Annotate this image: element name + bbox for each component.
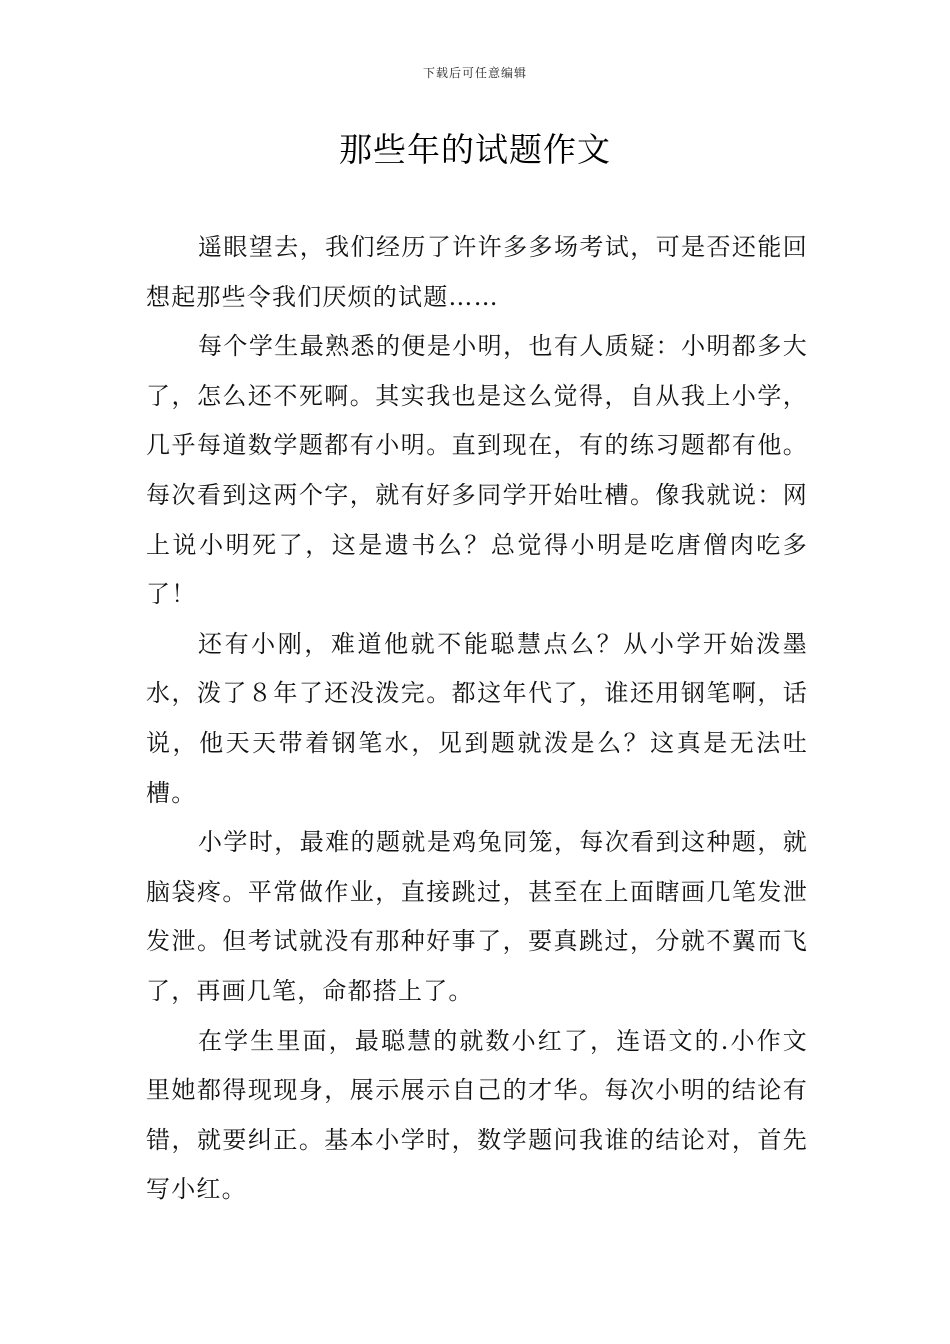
paragraph: 在学生里面，最聪慧的就数小红了，连语文的.小作文里她都得现现身，展示展示自己的才华。每次小明的结论有错，就要纠正。基本小学时，数学题问我谁的结论对，首先写小红。: [146, 1026, 808, 1204]
paragraph: 遥眼望去，我们经历了许许多多场考试，可是否还能回想起那些令我们厌烦的试题……: [146, 233, 808, 311]
paragraph: 小学时，最难的题就是鸡兔同笼，每次看到这种题，就脑袋疼。平常做作业，直接跳过，甚至在上面瞎画几笔发泄发泄。但考试就没有那种好事了，要真跳过，分就不翼而飞了，再画几笔，命都搭上了。: [146, 828, 808, 1005]
paragraph: 还有小刚，难道他就不能聪慧点么？从小学开始泼墨水，泼了８年了还没泼完。都这年代了，谁还用钢笔啊，话说，他天天带着钢笔水，见到题就泼是么？这真是无法吐槽。: [146, 629, 808, 807]
document-body: [146, 223, 808, 1215]
document-title: 那些年的试题作文: [339, 130, 611, 169]
header-note: 下载后可任意编辑: [422, 66, 527, 80]
paragraph: 每个学生最熟悉的便是小明，也有人质疑：小明都多大了，怎么还不死啊。其实我也是这么觉得，自从我上小学，几乎每道数学题都有小明。直到现在，有的练习题都有他。每次看到这两个字，就有好多同学开始吐槽。像我就说：网上说小明死了，这是遗书么？总觉得小明是吃唐僧肉吃多了！: [146, 332, 808, 609]
